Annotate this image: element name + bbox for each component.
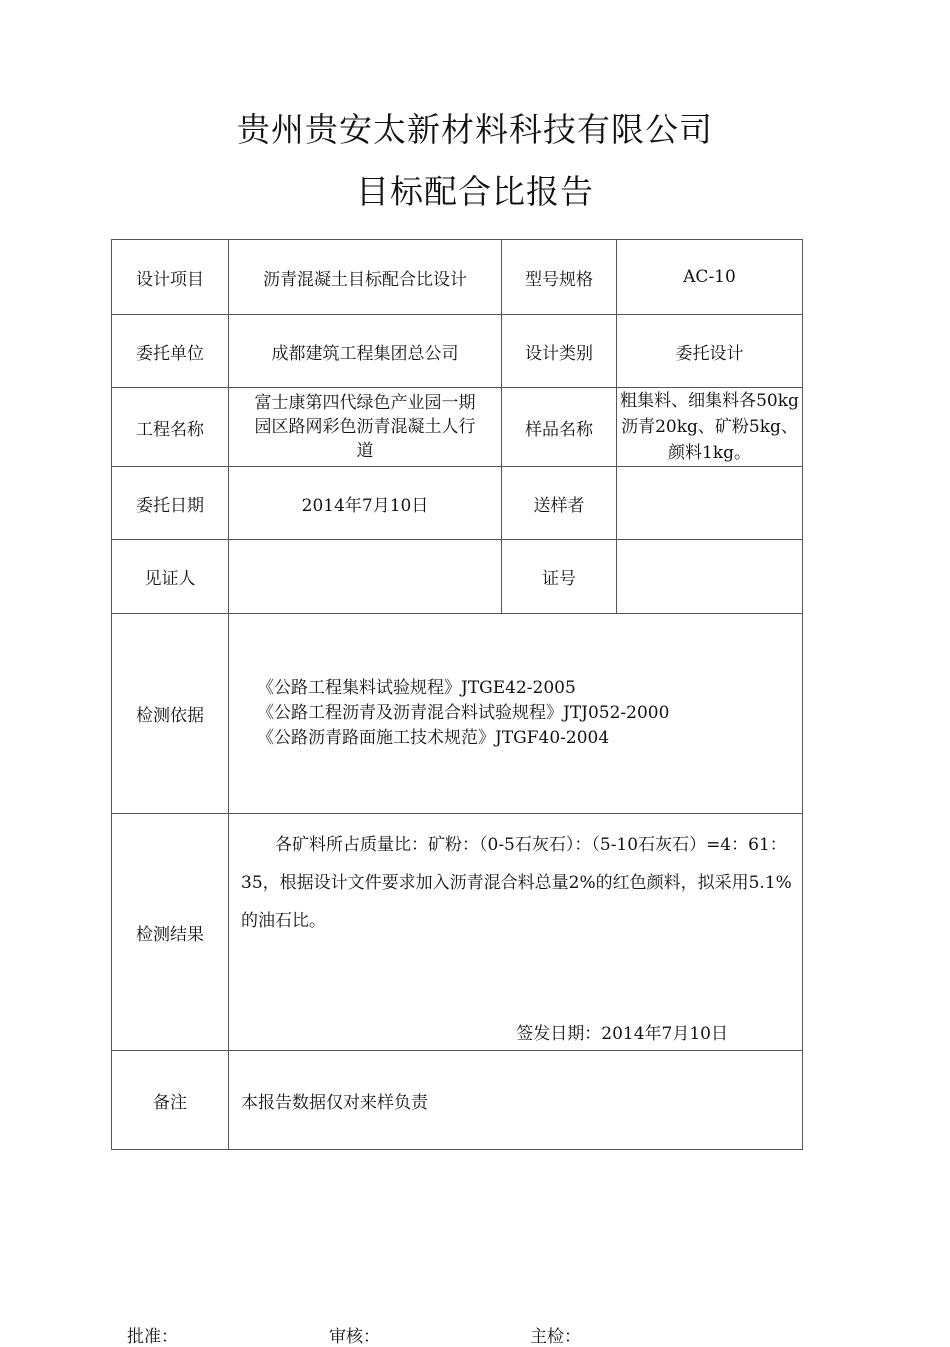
basis-line: 《公路工程沥青及沥青混合料试验规程》JTJ052-2000 bbox=[257, 703, 670, 723]
row-design-project bbox=[112, 240, 803, 315]
model-spec-value: AC-10 bbox=[617, 240, 803, 315]
sample-name-line: 沥青20kg、矿粉5kg、 bbox=[621, 417, 798, 437]
basis-label: 检测依据 bbox=[112, 614, 229, 814]
witness-label: 见证人 bbox=[112, 540, 229, 614]
client-value: 成都建筑工程集团总公司 bbox=[229, 315, 502, 388]
sender-label: 送样者 bbox=[502, 467, 617, 540]
row-project-name bbox=[112, 388, 803, 467]
issue-date: 签发日期：2014年7月10日 bbox=[516, 1024, 728, 1044]
company-name: 贵州贵安太新材料科技有限公司 bbox=[237, 110, 713, 149]
result-value bbox=[229, 814, 803, 1051]
basis-value bbox=[229, 614, 803, 814]
inspect-label: 主检： bbox=[530, 1327, 581, 1347]
review-label: 审核： bbox=[329, 1327, 380, 1347]
report-table bbox=[111, 239, 803, 1150]
row-basis bbox=[112, 614, 803, 814]
remark-label: 备注 bbox=[112, 1051, 229, 1150]
report-title: 目标配合比报告 bbox=[356, 172, 594, 211]
sample-name-label: 样品名称 bbox=[502, 388, 617, 467]
sample-name-line: 粗集料、细集料各50kg bbox=[620, 391, 799, 411]
cert-no-label: 证号 bbox=[502, 540, 617, 614]
approve-label: 批准： bbox=[127, 1327, 178, 1347]
basis-line: 《公路沥青路面施工技术规范》JTGF40-2004 bbox=[257, 728, 610, 748]
row-client bbox=[112, 315, 803, 388]
project-name-label: 工程名称 bbox=[112, 388, 229, 467]
row-remark bbox=[112, 1051, 803, 1150]
project-name-line: 富士康第四代绿色产业园一期 bbox=[254, 393, 476, 413]
result-text: 各矿料所占质量比：矿粉：（0-5石灰石）：（5-10石灰石）=4：61：35，根据设计文件要求加入沥青混合料总量2%的红色颜料，拟采用5.1%的油石比。 bbox=[241, 835, 792, 931]
model-spec-label: 型号规格 bbox=[502, 240, 617, 315]
basis-line: 《公路工程集料试验规程》JTGE42-2005 bbox=[257, 678, 576, 698]
sender-value bbox=[617, 467, 803, 540]
design-project-label: 设计项目 bbox=[112, 240, 229, 315]
row-witness bbox=[112, 540, 803, 614]
client-label: 委托单位 bbox=[112, 315, 229, 388]
remark-value: 本报告数据仅对来样负责 bbox=[229, 1051, 803, 1150]
witness-value bbox=[229, 540, 502, 614]
design-type-value: 委托设计 bbox=[617, 315, 803, 388]
result-label: 检测结果 bbox=[112, 814, 229, 1051]
project-name-line: 道 bbox=[356, 441, 374, 461]
sample-name-value bbox=[617, 388, 803, 467]
design-type-label: 设计类别 bbox=[502, 315, 617, 388]
project-name-value bbox=[229, 388, 502, 467]
row-commission-date bbox=[112, 467, 803, 540]
cert-no-value bbox=[617, 540, 803, 614]
commission-date-value: 2014年7月10日 bbox=[229, 467, 502, 540]
sample-name-line: 颜料1kg。 bbox=[668, 443, 751, 463]
design-project-value: 沥青混凝土目标配合比设计 bbox=[229, 240, 502, 315]
project-name-line: 园区路网彩色沥青混凝土人行 bbox=[254, 417, 476, 437]
row-result bbox=[112, 814, 803, 1051]
commission-date-label: 委托日期 bbox=[112, 467, 229, 540]
